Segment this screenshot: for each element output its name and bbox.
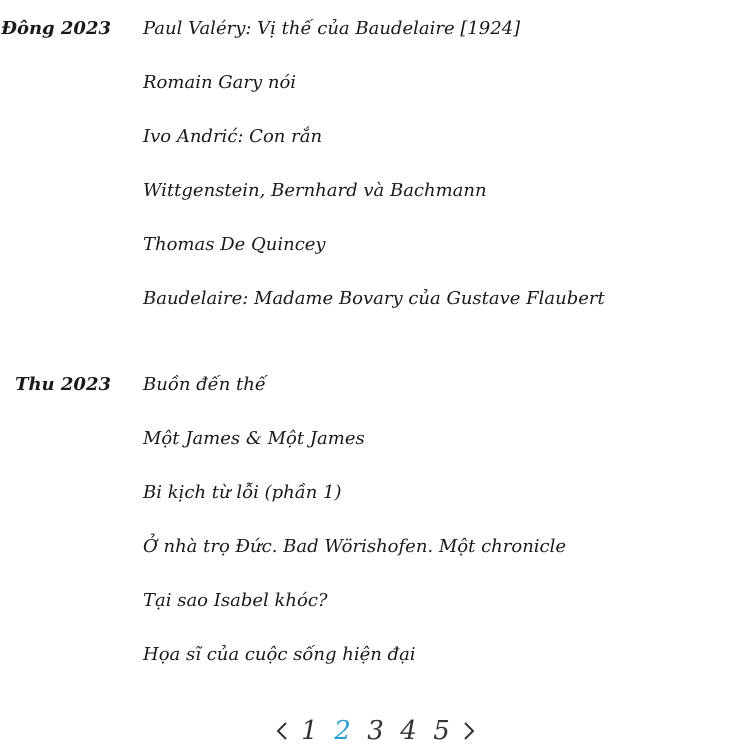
- page-link-4[interactable]: 4: [400, 716, 417, 746]
- list-item: [143, 535, 566, 589]
- pagination: [0, 714, 751, 748]
- article-link[interactable]: Buồn đến thế: [143, 374, 266, 395]
- prev-page-button[interactable]: [271, 716, 293, 746]
- page-link-2-current[interactable]: 2: [334, 716, 351, 746]
- list-item: [143, 481, 566, 535]
- list-item: [143, 233, 605, 287]
- page-link-5[interactable]: 5: [433, 716, 450, 746]
- list-item: [143, 125, 605, 179]
- article-link[interactable]: Bi kịch từ lỗi (phần 1): [143, 482, 342, 503]
- list-item: [143, 589, 566, 643]
- season-label: Thu 2023: [15, 374, 111, 395]
- list-item: [143, 643, 566, 697]
- article-link[interactable]: Thomas De Quincey: [143, 234, 326, 255]
- list-item: [143, 287, 605, 341]
- article-link[interactable]: Tại sao Isabel khóc?: [143, 590, 328, 611]
- list-item: [143, 17, 605, 71]
- page-link-1[interactable]: 1: [301, 716, 318, 746]
- list-item: [143, 179, 605, 233]
- article-link[interactable]: Ở nhà trọ Đức. Bad Wörishofen. Một chronicle: [143, 536, 567, 557]
- list-item: [143, 427, 566, 481]
- next-page-button[interactable]: [458, 716, 480, 746]
- page-link-3[interactable]: 3: [367, 716, 384, 746]
- article-link[interactable]: Wittgenstein, Bernhard và Bachmann: [143, 180, 487, 201]
- article-link[interactable]: Romain Gary nói: [143, 72, 297, 93]
- article-link[interactable]: Paul Valéry: Vị thế của Baudelaire [1924]: [143, 18, 521, 39]
- chevron-left-icon: [276, 721, 288, 741]
- list-item: [143, 71, 605, 125]
- article-link[interactable]: Baudelaire: Madame Bovary của Gustave Flaubert: [143, 288, 605, 309]
- season-label: Đông 2023: [1, 18, 111, 39]
- list-item: [143, 373, 566, 427]
- article-link[interactable]: Một James & Một James: [143, 428, 365, 449]
- article-list: [143, 373, 566, 697]
- article-link[interactable]: Họa sĩ của cuộc sống hiện đại: [143, 644, 416, 665]
- article-link[interactable]: Ivo Andrić: Con rắn: [143, 126, 323, 147]
- article-list: [143, 17, 605, 341]
- chevron-right-icon: [463, 721, 475, 741]
